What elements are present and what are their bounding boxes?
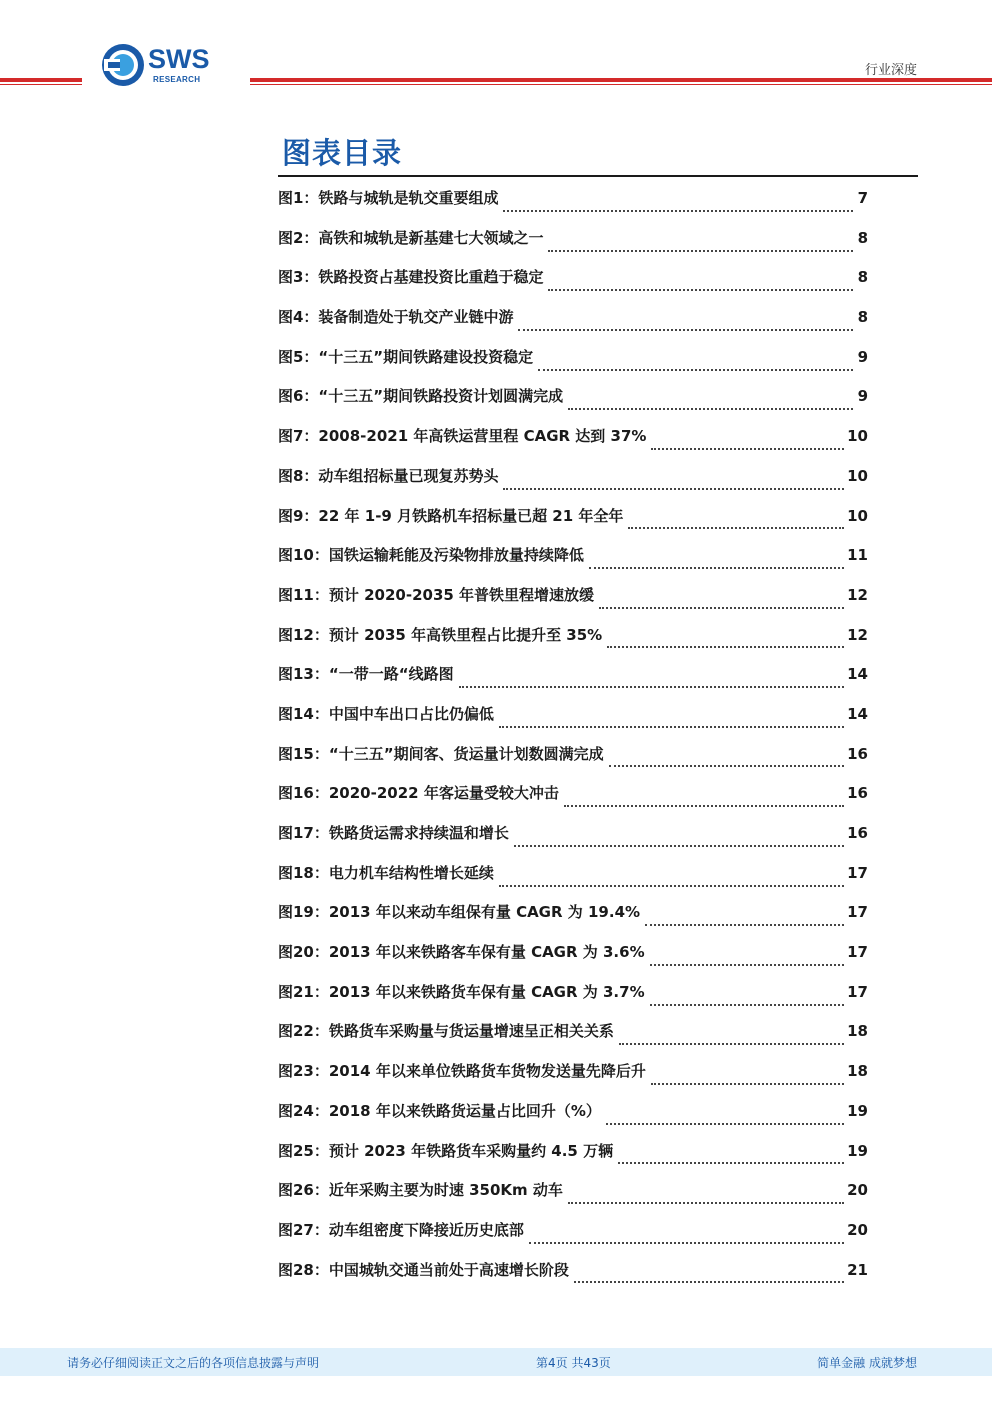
toc-entry-page[interactable]: 16: [847, 824, 868, 842]
toc-entry-label[interactable]: 图15：“十三五”期间客、货运量计划数圆满完成: [278, 744, 604, 763]
toc-leader-dots: [651, 438, 844, 450]
logo-subtext: RESEARCH: [153, 75, 201, 84]
toc-entry[interactable]: [278, 306, 868, 346]
toc-entry[interactable]: [278, 465, 868, 505]
toc-entry-label[interactable]: 图8：动车组招标量已现复苏势头: [278, 466, 499, 485]
toc-leader-dots: [564, 795, 844, 807]
toc-entry-page[interactable]: 17: [847, 903, 868, 922]
toc-leader-dots: [650, 994, 845, 1006]
header-rule-right: [250, 78, 992, 82]
toc-entry[interactable]: [278, 266, 868, 306]
toc-entry[interactable]: [278, 544, 868, 584]
toc-entry-label[interactable]: 图10：国铁运输耗能及污染物排放量持续降低: [278, 546, 584, 565]
toc-leader-dots: [618, 1152, 844, 1164]
toc-entry[interactable]: [278, 624, 868, 664]
toc-entry-page[interactable]: 8: [857, 228, 868, 247]
toc-entry-page[interactable]: 14: [847, 665, 868, 684]
toc-leader-dots: [538, 359, 853, 371]
toc-entry-label[interactable]: 图6：“十三五”期间铁路投资计划圆满完成: [278, 387, 564, 406]
toc-entry[interactable]: [278, 1020, 868, 1060]
toc-entry-page[interactable]: 17: [847, 982, 868, 1001]
toc-leader-dots: [651, 1073, 844, 1085]
toc-entry[interactable]: [278, 227, 868, 267]
toc-entry[interactable]: [278, 703, 868, 743]
page-number: 第4页 共43页: [536, 1356, 611, 1370]
toc-entry[interactable]: [278, 1060, 868, 1100]
toc-leader-dots: [499, 716, 844, 728]
toc-leader-dots: [606, 1113, 844, 1125]
toc-leader-dots: [609, 755, 845, 767]
toc-entry-label[interactable]: 图27：动车组密度下降接近历史底部: [278, 1220, 524, 1239]
toc-entry[interactable]: [278, 743, 868, 783]
toc-entry-label[interactable]: 图13：“一带一路“线路图: [278, 665, 454, 684]
toc-leader-dots: [499, 875, 844, 887]
toc-entry-label[interactable]: 图14：中国中车出口占比仍偏低: [278, 704, 494, 723]
toc-entry-label[interactable]: 图19：2013 年以来动车组保有量 CAGR 为 19.4%: [278, 903, 641, 922]
toc-entry-page[interactable]: 9: [857, 387, 868, 406]
toc-leader-dots: [503, 200, 853, 212]
toc-leader-dots: [619, 1033, 844, 1045]
logo-wordmark: SWS: [148, 44, 210, 74]
toc-entry-page[interactable]: 8: [857, 308, 868, 327]
toc-entry-label[interactable]: 图3：铁路投资占基建投资比重趋于稳定: [278, 268, 544, 287]
toc-entry-page[interactable]: 19: [847, 1141, 868, 1160]
toc-entry-page[interactable]: 9: [857, 347, 868, 366]
toc-entry[interactable]: [278, 1140, 868, 1180]
sws-logo-mark-icon: [100, 42, 146, 88]
header-rule-left-thin: [0, 84, 82, 85]
toc-entry[interactable]: [278, 505, 868, 545]
toc-entry[interactable]: [278, 1100, 868, 1140]
toc-entry-label[interactable]: 图4：装备制造处于轨交产业链中游: [278, 308, 514, 327]
toc-entry-label[interactable]: 图17：铁路货运需求持续温和增长: [278, 824, 509, 842]
toc-leader-dots: [548, 279, 853, 291]
toc-entry[interactable]: [278, 1219, 868, 1259]
toc-leader-dots: [503, 478, 844, 490]
toc-entry[interactable]: [278, 862, 868, 902]
toc-entry-page[interactable]: 16: [847, 744, 868, 763]
toc-entry[interactable]: [278, 187, 868, 227]
toc-entry-label[interactable]: 图12：预计 2035 年高铁里程占比提升至 35%: [278, 625, 603, 644]
toc-entry[interactable]: [278, 663, 868, 703]
toc-leader-dots: [514, 835, 844, 847]
toc-entry-page[interactable]: 20: [847, 1181, 868, 1200]
toc-list: [278, 187, 868, 1298]
page-footer: [0, 1348, 992, 1376]
toc-entry-label[interactable]: 图9：22 年 1-9 月铁路机车招标量已超 21 年全年: [278, 506, 624, 525]
toc-leader-dots: [518, 319, 853, 331]
toc-entry-page[interactable]: 11: [847, 546, 868, 565]
toc-leader-dots: [568, 398, 853, 410]
toc-leader-dots: [574, 1271, 844, 1283]
toc-entry[interactable]: [278, 1259, 868, 1299]
toc-entry-page[interactable]: 18: [847, 1022, 868, 1041]
toc-entry-label[interactable]: 图11：预计 2020-2035 年普铁里程增速放缓: [278, 585, 595, 604]
toc-entry[interactable]: [278, 941, 868, 981]
toc-leader-dots: [650, 954, 845, 966]
toc-entry-label[interactable]: 图21：2013 年以来铁路货车保有量 CAGR 为 3.7%: [278, 982, 645, 1001]
toc-entry-label[interactable]: 图2：高铁和城轨是新基建七大领域之一: [278, 228, 544, 247]
page-header: [0, 0, 992, 100]
toc-entry[interactable]: [278, 782, 868, 822]
toc-leader-dots: [529, 1232, 844, 1244]
toc-entry-label[interactable]: 图16：2020-2022 年客运量受较大冲击: [278, 784, 559, 803]
toc-entry-label[interactable]: 图20：2013 年以来铁路客车保有量 CAGR 为 3.6%: [278, 943, 645, 962]
toc-leader-dots: [548, 240, 853, 252]
toc-entry-page[interactable]: 20: [847, 1220, 868, 1239]
toc-entry-page[interactable]: 10: [847, 466, 868, 485]
toc-entry-page[interactable]: 17: [847, 943, 868, 962]
toc-entry[interactable]: [278, 584, 868, 624]
toc-entry-label[interactable]: 图23：2014 年以来单位铁路货车货物发送量先降后升: [278, 1062, 646, 1081]
toc-entry[interactable]: [278, 822, 868, 862]
toc-entry[interactable]: [278, 981, 868, 1021]
toc-leader-dots: [459, 676, 845, 688]
toc-leader-dots: [645, 914, 844, 926]
toc-entry-page[interactable]: 12: [847, 585, 868, 604]
toc-entry-page[interactable]: 8: [857, 268, 868, 287]
sws-logo: [100, 42, 230, 86]
toc-title-rule: [278, 175, 918, 177]
toc-leader-dots: [589, 557, 844, 569]
toc-entry-label[interactable]: 图1：铁路与城轨是轨交重要组成: [278, 189, 499, 207]
toc-entry-label[interactable]: 图5：“十三五”期间铁路建设投资稳定: [278, 347, 534, 366]
toc-entry-page[interactable]: 17: [847, 863, 868, 882]
toc-entry-page[interactable]: 10: [847, 506, 868, 525]
report-category: 行业深度: [864, 63, 917, 78]
toc-leader-dots: [607, 636, 844, 648]
toc-entry-page[interactable]: 21: [847, 1260, 868, 1279]
toc-entry-page[interactable]: 18: [847, 1062, 868, 1081]
toc-entry-page[interactable]: 7: [857, 189, 868, 207]
toc-entry-page[interactable]: 19: [847, 1101, 868, 1120]
toc-entry-page[interactable]: 14: [847, 704, 868, 723]
toc-entry[interactable]: [278, 385, 868, 425]
toc-entry-label[interactable]: 图22：铁路货车采购量与货运量增速呈正相关关系: [278, 1022, 614, 1041]
toc-entry[interactable]: [278, 425, 868, 465]
toc-leader-dots: [568, 1192, 844, 1204]
toc-entry-label[interactable]: 图7：2008-2021 年高铁运营里程 CAGR 达到 37%: [278, 427, 647, 446]
toc-entry[interactable]: [278, 901, 868, 941]
toc-entry-page[interactable]: 10: [847, 427, 868, 446]
toc-leader-dots: [599, 597, 844, 609]
footer-disclaimer[interactable]: 请务必仔细阅读正文之后的各项信息披露与声明: [67, 1356, 320, 1370]
toc-entry[interactable]: [278, 1179, 868, 1219]
toc-entry-page[interactable]: 12: [847, 625, 868, 644]
toc-leader-dots: [628, 517, 844, 529]
toc-entry-label[interactable]: 图18：电力机车结构性增长延续: [278, 863, 494, 882]
header-rule-left: [0, 78, 82, 82]
toc-entry-label[interactable]: 图25：预计 2023 年铁路货车采购量约 4.5 万辆: [278, 1141, 614, 1160]
toc-title: 图表目录: [282, 136, 403, 170]
toc-entry-label[interactable]: 图24：2018 年以来铁路货运量占比回升（%）: [278, 1101, 601, 1120]
toc-entry-page[interactable]: 16: [847, 784, 868, 803]
footer-slogan: 简单金融 成就梦想: [817, 1356, 917, 1370]
toc-entry-label[interactable]: 图28：中国城轨交通当前处于高速增长阶段: [278, 1260, 569, 1279]
header-rule-right-thin: [250, 84, 992, 85]
toc-entry-label[interactable]: 图26：近年采购主要为时速 350Km 动车: [278, 1181, 563, 1200]
toc-entry[interactable]: [278, 346, 868, 386]
